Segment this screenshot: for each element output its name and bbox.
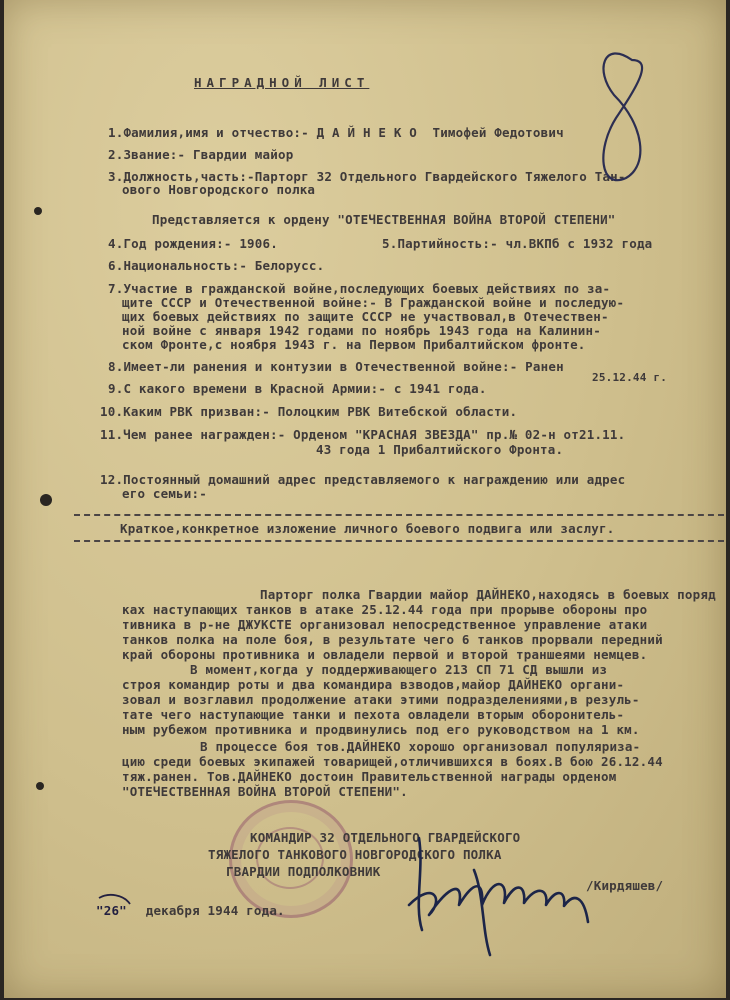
body-line: танков полка на поле боя, в результате чего 6 танков прорвали передний bbox=[122, 632, 663, 647]
field-rank: 2.Звание:- Гвардии майор bbox=[108, 147, 294, 162]
award-sheet bbox=[4, 0, 726, 998]
field-war-participation: 7.Участие в гражданской войне,последующих боевых действиях по за- bbox=[108, 281, 611, 296]
body-line: Парторг полка Гвардии майор ДАЙНЕКО,находясь в боевых поряд bbox=[260, 587, 716, 602]
field-birth-year: 4.Год рождения:- 1906. bbox=[108, 236, 278, 251]
field-full-name: 1.Фамилия,имя и отчество:- Д А Й Н Е К О Тимофей Федотович bbox=[108, 125, 564, 140]
signatory-title-3: ГВАРДИИ ПОДПОЛКОВНИК bbox=[226, 864, 381, 879]
field-nationality: 6.Национальность:- Белорусс. bbox=[108, 258, 325, 273]
body-line: цию среди боевых экипажей товарищей,отличившихся в боях.В бою 26.12.44 bbox=[122, 754, 663, 769]
body-line: ках наступающих танков в атаке 25.12.44 года при прорыве обороны про bbox=[122, 602, 648, 617]
signatory-title-1: КОМАНДИР 32 ОТДЕЛЬНОГО ГВАРДЕЙСКОГО bbox=[250, 830, 521, 845]
handwriting-layer bbox=[4, 0, 726, 998]
body-line: "ОТЕЧЕСТВЕННАЯ ВОЙНА ВТОРОЙ СТЕПЕНИ". bbox=[122, 784, 408, 799]
field-war-participation-2: щите СССР и Отечественной войне:- В Гражданской войне и последую- bbox=[122, 295, 625, 310]
date-day: "26" bbox=[96, 903, 127, 918]
body-line: строя командир роты и два командира взводов,майор ДАЙНЕКО органи- bbox=[122, 677, 625, 692]
award-nomination: Представляется к ордену "ОТЕЧЕСТВЕННАЯ ВОЙНА ВТОРОЙ СТЕПЕНИ" bbox=[152, 212, 616, 227]
field-war-participation-3: щих боевых действиях по защите СССР не участвовал,в Отечествен- bbox=[122, 309, 609, 324]
field-war-participation-4: ной войне с января 1942 годами по ноябрь 1943 года на Калинин- bbox=[122, 323, 601, 338]
signatory-name: /Кирдяшев/ bbox=[586, 878, 664, 893]
handwritten-date-icon bbox=[99, 895, 130, 904]
field-address: 12.Постоянный домашний адрес представляемого к награждению или адрес bbox=[100, 472, 626, 487]
field-wounds-date: 25.12.44 г. bbox=[592, 371, 668, 384]
body-line: край обороны противника и овладели первой и второй траншеями немцев. bbox=[122, 647, 648, 662]
signatory-title-2: ТЯЖЕЛОГО ТАНКОВОГО НОВГОРОДСКОГО ПОЛКА bbox=[208, 847, 502, 862]
field-position: 3.Должность,часть:-Парторг 32 Отдельного Гвардейского Тяжелого Тан- bbox=[108, 169, 626, 184]
date-rest: декабря 1944 года. bbox=[138, 903, 285, 918]
field-previous-awards: 11.Чем ранее награжден:- Орденом "КРАСНАЯ ЗВЕЗДА" пр.№ 02-н от21.11. bbox=[100, 427, 626, 442]
field-previous-awards-2: 43 года 1 Прибалтийского Фронта. bbox=[316, 442, 564, 457]
body-line: В момент,когда у поддерживающего 213 СП 71 СД вышли из bbox=[190, 662, 608, 677]
field-wounds: 8.Имеет-ли ранения и контузии в Отечественной войне:- Ранен bbox=[108, 359, 564, 374]
body-line: тивника в р-не ДЖУКСТЕ организовал непосредственное управление атаки bbox=[122, 617, 648, 632]
body-line: тяж.ранен. Тов.ДАЙНЕКО достоин Правительственной награды орденом bbox=[122, 769, 617, 784]
field-army-since: 9.С какого времени в Красной Армии:- с 1941 года. bbox=[108, 381, 487, 396]
body-line: зовал и возглавил продолжение атаки этими подразделениями,в резуль- bbox=[122, 692, 640, 707]
field-drafted-by: 10.Каким РВК призван:- Полоцким РВК Витебской области. bbox=[100, 404, 518, 419]
handwritten-number-icon bbox=[603, 53, 642, 180]
body-line: В процессе боя тов.ДАЙНЕКО хорошо организовал популяриза- bbox=[200, 739, 641, 754]
field-party: 5.Партийность:- чл.ВКПб с 1932 года bbox=[382, 236, 653, 251]
body-line: тате чего наступающие танки и пехота овладели вторым оборонитель- bbox=[122, 707, 625, 722]
section-heading: Краткое,конкретное изложение личного боевого подвига или заслуг. bbox=[120, 521, 615, 536]
body-line: ным рубежом противника и продвинулись под его руководством на 1 км. bbox=[122, 722, 640, 737]
field-war-participation-5: ском Фронте,с ноября 1943 г. на Первом Прибалтийском фронте. bbox=[122, 337, 586, 352]
document-title: НАГРАДНОЙ ЛИСТ bbox=[194, 75, 370, 90]
signature-icon bbox=[409, 838, 588, 955]
field-position-cont: ового Новгородского полка bbox=[122, 182, 316, 197]
field-address-2: его семьи:- bbox=[122, 486, 207, 501]
